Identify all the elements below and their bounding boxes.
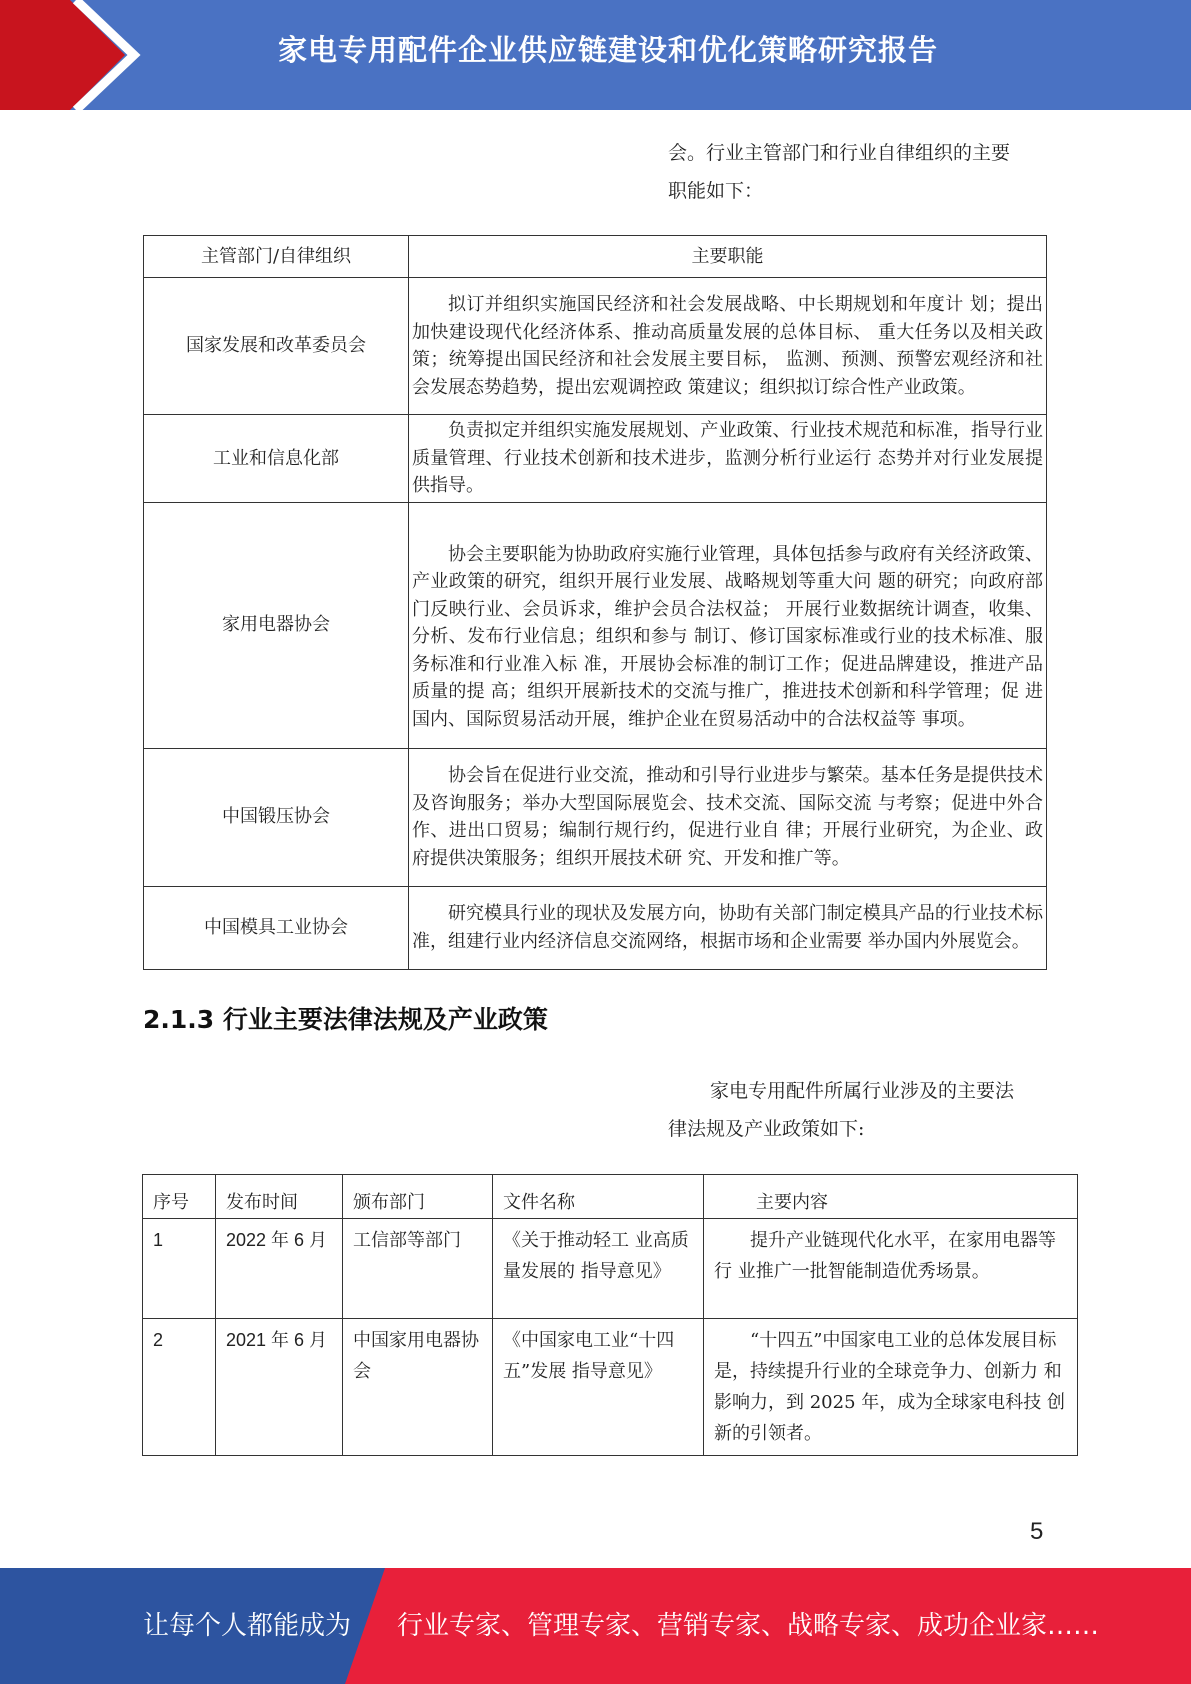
intro2-line-1: 家电专用配件所属行业涉及的主要法 [710,1080,1015,1102]
intro-paragraph [668,134,1010,210]
org-cell: 国家发展和改革委员会 [144,278,409,415]
table-row [144,886,1047,969]
column-header-dept: 颁布部门 [343,1175,493,1219]
seq-cell: 1 [143,1219,216,1319]
section-heading: 2.1.3 行业主要法律法规及产业政策 [143,1005,548,1034]
intro-line-1: 会。行业主管部门和行业自律组织的主要 [668,142,1011,164]
column-header-seq: 序号 [143,1175,216,1219]
footer-slogan-left: 让每个人都能成为 [143,1611,352,1641]
doc-cell: 《关于推动轻工 业高质量发展的 指导意见》 [493,1219,704,1319]
dept-cell: 工信部等部门 [343,1219,493,1319]
column-header-date: 发布时间 [216,1175,343,1219]
table-row [144,415,1047,503]
footer-slogan-right: 行业专家、管理专家、营销专家、战略专家、成功企业家…… [397,1611,1100,1641]
duty-cell [409,748,1047,886]
header-banner [0,0,1191,110]
table-row [143,1319,1078,1456]
content-text: “十四五”中国家电工业的总体发展目标 是，持续提升行业的全球竞争力、创新力 和影响力，到 2025 年，成为全球家电科技 创新的引领者。 [714,1330,1065,1444]
doc-cell: 《中国家电工业“十四五”发展 指导意见》 [493,1319,704,1456]
regulators-table [143,235,1047,970]
duty-text: 负责拟定并组织实施发展规划、产业政策、行业技术规范和标准，指导行业质量管理、行业技术创新和技术进步，监测分析行业运行 态势并对行业发展提供指导。 [412,420,1043,496]
content-text: 提升产业链现代化水平，在家用电器等行 业推广一批智能制造优秀场景。 [714,1230,1056,1282]
duty-cell [409,415,1047,503]
content-cell [704,1219,1078,1319]
page-number: 5 [1030,1518,1044,1545]
intro2-line-2: 律法规及产业政策如下: [668,1118,865,1140]
duty-text: 拟订并组织实施国民经济和社会发展战略、中长期规划和年度计 划；提出加快建设现代化经济体系、推动高质量发展的总体目标、 重大任务以及相关政策；统筹提出国民经济和社会发展主要目标， 监测、预测、预警宏观经济和社会发展态势趋势，提出宏观调控政 策建议；组织拟订综合性产业政策。 [412,294,1043,398]
intro-line-2: 职能如下： [668,180,764,202]
footer-banner [0,1568,1191,1684]
content-cell [704,1319,1078,1456]
table-header-row [143,1175,1078,1219]
column-header-org: 主管部门/自律组织 [144,236,409,278]
duty-cell [409,502,1047,748]
duty-text: 研究模具行业的现状及发展方向，协助有关部门制定模具产品的行业技术标准，组建行业内经济信息交流网络，根据市场和企业需要 举办国内外展览会。 [412,903,1043,952]
table-row [144,502,1047,748]
org-cell: 中国模具工业协会 [144,886,409,969]
report-title: 家电专用配件企业供应链建设和优化策略研究报告 [277,33,938,67]
column-header-duty: 主要职能 [409,236,1047,278]
table-row [144,278,1047,415]
intro-paragraph-2 [668,1072,1014,1148]
table-row [144,748,1047,886]
duty-cell [409,886,1047,969]
duty-text: 协会旨在促进行业交流，推动和引导行业进步与繁荣。基本任务是提供技术及咨询服务；举办大型国际展览会、技术交流、国际交流 与考察；促进中外合作、进出口贸易；编制行规行约，促进行业自 律；开展行业研究，为企业、政府提供决策服务；组织开展技术研 究、开发和推广等。 [412,765,1043,869]
duty-cell [409,278,1047,415]
dept-cell: 中国家用电器协会 [343,1319,493,1456]
org-cell: 家用电器协会 [144,502,409,748]
policy-table [142,1174,1078,1456]
seq-cell: 2 [143,1319,216,1456]
table-row [143,1219,1078,1319]
column-header-content: 主要内容 [704,1175,1078,1219]
date-cell: 2021 年 6 月 [216,1319,343,1456]
duty-text: 协会主要职能为协助政府实施行业管理，具体包括参与政府有关经济政策、产业政策的研究，组织开展行业发展、战略规划等重大问 题的研究；向政府部门反映行业、会员诉求，维护会员合法权益； 开展行业数据统计调查，收集、分析、发布行业信息；组织和参与 制订、修订国家标准或行业的技术标准、服务标准和行业准入标 准，开展协会标准的制订工作；促进品牌建设，推进产品质量的提 高；组织开展新技术的交流与推广，推进技术创新和科学管理；促 进国内、国际贸易活动开展，维护企业在贸易活动中的合法权益等 事项。 [412,543,1043,730]
date-cell: 2022 年 6 月 [216,1219,343,1319]
table-header-row [144,236,1047,278]
column-header-doc: 文件名称 [493,1175,704,1219]
org-cell: 工业和信息化部 [144,415,409,503]
org-cell: 中国锻压协会 [144,748,409,886]
